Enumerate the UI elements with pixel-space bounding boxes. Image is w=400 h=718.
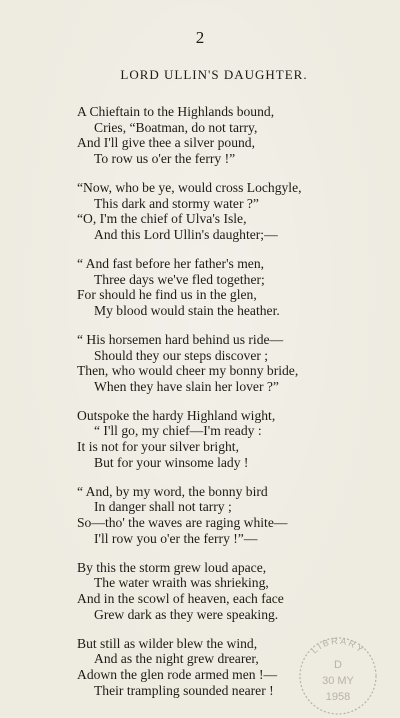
stanza xyxy=(77,560,377,622)
verse-line: Adown the glen rode armed men !— xyxy=(77,666,278,682)
verse-line: And I'll give thee a silver pound, xyxy=(77,135,255,151)
poem-body xyxy=(77,104,377,712)
verse-line: And this Lord Ullin's daughter;— xyxy=(94,226,278,242)
stanza xyxy=(77,104,377,166)
verse-line: “O, I'm the chief of Ulva's Isle, xyxy=(77,211,247,227)
verse-line: Three days we've fled together; xyxy=(94,271,265,287)
verse-line: To row us o'er the ferry !” xyxy=(94,150,236,166)
verse-line: I'll row you o'er the ferry !”— xyxy=(94,530,258,546)
svg-text:LIBRARY xyxy=(309,636,366,656)
verse-line: “ And, by my word, the bonny bird xyxy=(77,483,268,499)
verse-line: Their trampling sounded nearer ! xyxy=(94,682,274,698)
verse-line: When they have slain her lover ?” xyxy=(94,378,279,394)
verse-line: For should he find us in the glen, xyxy=(77,287,257,303)
stanza xyxy=(77,256,377,318)
stanza xyxy=(77,484,377,546)
verse-line: In danger shall not tarry ; xyxy=(94,499,232,515)
verse-line: “ I'll go, my chief—I'm ready : xyxy=(94,423,262,439)
verse-line: Should they our steps discover ; xyxy=(94,347,269,363)
verse-line: And in the scowl of heaven, each face xyxy=(77,591,284,606)
verse-line: Grew dark as they were speaking. xyxy=(94,606,279,622)
library-stamp xyxy=(296,634,380,718)
stanza xyxy=(77,180,377,242)
verse-line: “Now, who be ye, would cross Lochgyle, xyxy=(77,179,302,195)
verse-line: It is not for your silver bright, xyxy=(77,439,239,455)
stamp-top-text: LIBRARY xyxy=(309,635,367,656)
verse-line: My blood would stain the heather. xyxy=(94,302,280,318)
verse-line: And as the night grew drearer, xyxy=(94,651,259,667)
verse-line: The water wraith was shrieking, xyxy=(94,575,269,591)
verse-line: Outspoke the hardy Highland wight, xyxy=(77,407,276,423)
verse-line: “ His horsemen hard behind us ride— xyxy=(77,331,284,347)
verse-line: “ And fast before her father's men, xyxy=(77,255,265,271)
verse-line: So—tho' the waves are raging white— xyxy=(77,515,288,531)
verse-line: But still as wilder blew the wind, xyxy=(77,635,258,651)
verse-line: But for your winsome lady ! xyxy=(94,454,249,470)
stanza xyxy=(77,408,377,470)
stamp-date: 30 MY xyxy=(322,675,354,687)
stamp-year: 1958 xyxy=(325,691,351,703)
stamp-letter: D xyxy=(334,659,342,671)
stanza xyxy=(77,332,377,394)
verse-line: A Chieftain to the Highlands bound, xyxy=(77,104,275,119)
verse-line: Cries, “Boatman, do not tarry, xyxy=(94,119,258,135)
poem-title: LORD ULLIN'S DAUGHTER. xyxy=(120,67,308,82)
verse-line: By this the storm grew loud apace, xyxy=(77,559,267,575)
verse-line: This dark and stormy water ?” xyxy=(94,195,259,211)
page-number: 2 xyxy=(195,28,205,47)
verse-line: Then, who would cheer my bonny bride, xyxy=(77,363,299,379)
